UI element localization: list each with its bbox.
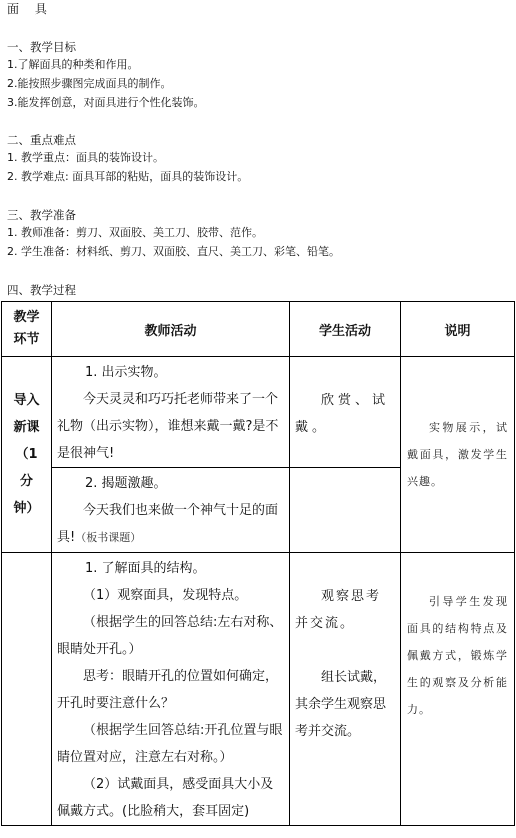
table-header-row <box>2 302 515 357</box>
structure-teacher-activity <box>52 553 290 826</box>
keypoint-item: 2. 教学难点: 面具耳部的粘贴，面具的装饰设计。 <box>7 170 249 183</box>
table-row-structure <box>2 553 515 826</box>
structure-summary-2: （根据学生回答总结:开孔位置与眼睛位置对应，注意左右对称。） <box>57 723 283 765</box>
intro-step1: 1. 出示实物。 <box>85 365 167 380</box>
teaching-process-table <box>1 301 515 826</box>
intro-step2-text: 今天我们也来做一个神气十足的面具!（板书课题） <box>57 503 279 545</box>
header-student-activity: 学生活动 <box>290 302 401 357</box>
structure-student-activity <box>290 553 401 826</box>
header-teacher-activity: 教师活动 <box>52 302 290 357</box>
structure-step1: 1. 了解面具的结构。 <box>85 561 206 576</box>
intro-notes-text: 实物展示，试戴面具，激发学生兴趣。 <box>407 421 508 488</box>
section-heading-goals: 一、教学目标 <box>7 40 76 54</box>
structure-student-2: 组长试戴，其余学生观察思考并交流。 <box>295 670 387 739</box>
header-notes: 说明 <box>401 302 515 357</box>
prep-item: 1. 教师准备：剪刀、双面胶、美工刀、胶带、范作。 <box>7 226 263 239</box>
intro-step1-text: 今天灵灵和巧巧托老师带来了一个礼物（出示实物），谁想来戴一戴?是不是很神气! <box>57 392 279 461</box>
section-heading-keypoints: 二、重点难点 <box>7 133 76 147</box>
prep-item: 2. 学生准备：材料纸、剪刀、双面胶、直尺、美工刀、彩笔、铅笔。 <box>7 245 340 258</box>
intro-notes <box>401 357 515 553</box>
structure-notes-text: 引导学生发现面具的结构特点及佩戴方式，锻炼学生的观察及分析能力。 <box>407 595 508 716</box>
intro-teacher-part2 <box>52 468 290 553</box>
goal-item: 3.能发挥创意，对面具进行个性化装饰。 <box>7 96 205 109</box>
structure-step1-1: （1）观察面具，发现特点。 <box>83 588 248 603</box>
structure-student-1: 观察思考并交流。 <box>295 589 382 631</box>
intro-student-text: 欣赏、试戴。 <box>295 393 390 435</box>
keypoint-item: 1. 教学重点：面具的装饰设计。 <box>7 151 164 164</box>
stage-structure <box>2 553 52 826</box>
goal-item: 1.了解面具的种类和作用。 <box>7 58 139 71</box>
structure-question: 思考：眼睛开孔的位置如何确定，开孔时要注意什么？ <box>57 669 279 711</box>
intro-student-activity <box>290 357 401 468</box>
goal-item: 2.能按照步骤图完成面具的制作。 <box>7 77 172 90</box>
structure-summary-1: （根据学生的回答总结:左右对称、眼睛处开孔。） <box>57 615 283 657</box>
header-stage: 教学环节 <box>2 302 52 357</box>
intro-step2: 2. 揭题激趣。 <box>85 476 167 491</box>
intro-student-empty <box>290 468 401 553</box>
table-row-intro-a <box>2 357 515 468</box>
stage-intro: 导入新课（1分钟） <box>2 357 52 553</box>
board-note: （板书课题） <box>75 531 142 544</box>
intro-teacher-part1 <box>52 357 290 468</box>
structure-step1-2: （2）试戴面具，感受面具大小及佩戴方式。(比脸稍大，套耳固定) <box>57 777 274 819</box>
section-heading-process: 四、教学过程 <box>7 283 76 297</box>
document-title: 面 具 <box>7 2 53 16</box>
structure-notes <box>401 553 515 826</box>
section-heading-prep: 三、教学准备 <box>7 208 76 222</box>
